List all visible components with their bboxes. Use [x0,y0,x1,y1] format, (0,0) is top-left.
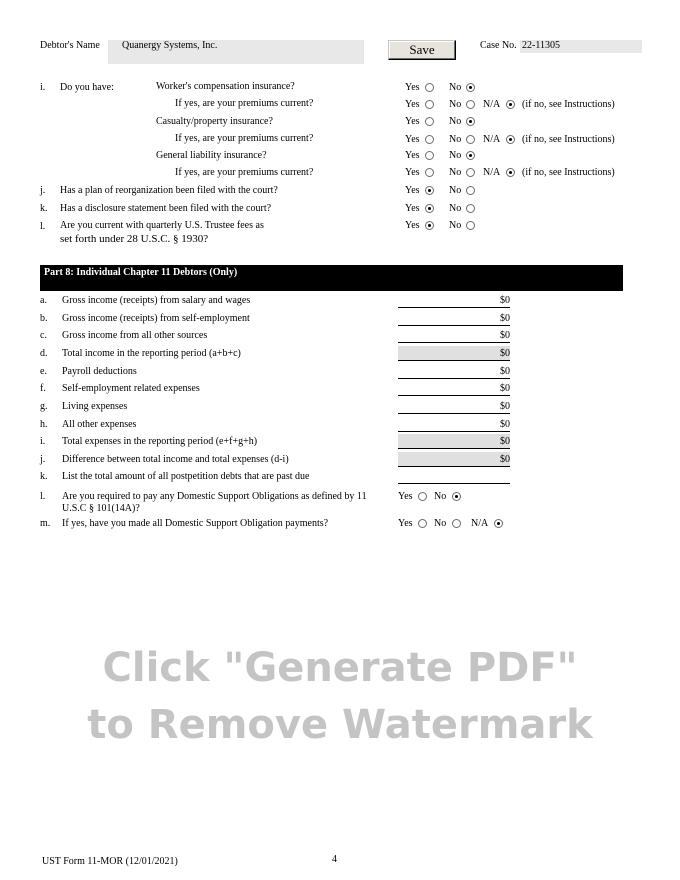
workers-premiums-yes-radio[interactable] [425,100,434,109]
question-l-label-line2: set forth under 28 U.S.C. § 1930? [60,233,209,245]
workers-premiums-na-radio[interactable] [506,100,515,109]
debtor-name-value: Quanergy Systems, Inc. [122,40,218,51]
plan-filed-yes-radio[interactable] [425,186,434,195]
general-liability-label: General liability insurance? [156,150,267,161]
part8-row-label: List the total amount of all postpetition debts that are past due [62,471,310,482]
workers-premiums-no-radio[interactable] [466,100,475,109]
part8-row-letter: a. [40,295,47,306]
part8-row-amount-field[interactable]: $0 [398,452,510,467]
casualty-no-radio[interactable] [466,117,475,126]
part8-row-label: Total income in the reporting period (a+b+c) [62,348,241,359]
part8-row-amount-field[interactable] [398,469,510,484]
part8-header [40,265,623,291]
part8-row-amount-field[interactable]: $0 [398,399,510,414]
casualty-yes-radio[interactable] [425,117,434,126]
question-j-letter: j. [40,185,46,196]
yes-label: Yes [398,491,413,502]
part8-row-amount-field[interactable]: $0 [398,293,510,308]
case-number-field[interactable] [520,40,642,53]
general-liability-yes-radio[interactable] [425,151,434,160]
case-number-value: 22-11305 [522,40,560,51]
general-premiums-na-radio[interactable] [506,168,515,177]
part8-row-amount-field[interactable]: $0 [398,364,510,379]
part8-row-amount-field[interactable]: $0 [398,381,510,396]
part8-row-label: Gross income from all other sources [62,330,208,341]
yes-label: Yes [405,203,420,214]
dso-required-yes-radio[interactable] [418,492,427,501]
na-label: N/A [471,518,489,529]
workers-comp-label: Worker's compensation insurance? [156,81,295,92]
no-label: No [449,134,462,145]
save-button[interactable]: Save [388,40,456,60]
dso-required-no-radio[interactable] [452,492,461,501]
yes-label: Yes [398,518,413,529]
no-label: No [449,220,462,231]
part8-title: Part 8: Individual Chapter 11 Debtors (Only) [44,267,238,278]
if-no-note: (if no, see Instructions) [522,167,615,178]
yes-label: Yes [405,150,420,161]
question-8l-label-line1: Are you required to pay any Domestic Support Obligations as defined by 11 [62,491,367,502]
part8-row-letter: g. [40,401,48,412]
workers-comp-yes-radio[interactable] [425,83,434,92]
part8-row-letter: b. [40,313,48,324]
yes-label: Yes [405,185,420,196]
general-premiums-yes-radio[interactable] [425,168,434,177]
dso-payments-yes-radio[interactable] [418,519,427,528]
question-k-letter: k. [40,203,48,214]
yes-label: Yes [405,220,420,231]
watermark-line2: to Remove Watermark [87,702,593,748]
watermark-line1: Click "Generate PDF" [102,645,578,691]
part8-row-letter: e. [40,366,47,377]
dso-payments-no-radio[interactable] [452,519,461,528]
part8-row-letter: d. [40,348,48,359]
trustee-fees-yes-radio[interactable] [425,221,434,230]
question-8l-letter: l. [40,491,46,502]
if-no-note: (if no, see Instructions) [522,99,615,110]
na-label: N/A [483,134,501,145]
part8-row-amount-field[interactable]: $0 [398,328,510,343]
part8-row-letter: j. [40,454,46,465]
yes-label: Yes [405,167,420,178]
workers-comp-no-radio[interactable] [466,83,475,92]
yes-label: Yes [405,134,420,145]
yes-label: Yes [405,82,420,93]
no-label: No [449,99,462,110]
part8-row-label: Total expenses in the reporting period (e+f+g+h) [62,436,258,447]
part8-row-letter: h. [40,419,48,430]
part8-row-label: Gross income (receipts) from self-employment [62,313,250,324]
trustee-fees-no-radio[interactable] [466,221,475,230]
part8-row-letter: k. [40,471,48,482]
part8-row-label: Difference between total income and total expenses (d-i) [62,454,289,465]
if-no-note: (if no, see Instructions) [522,134,615,145]
part8-row-amount-field[interactable]: $0 [398,417,510,432]
part8-row-label: All other expenses [62,419,137,430]
no-label: No [449,185,462,196]
case-number-label: Case No. [480,40,517,51]
disclosure-filed-no-radio[interactable] [466,204,475,213]
part8-row-letter: f. [40,383,46,394]
page-number: 4 [332,854,337,865]
casualty-label: Casualty/property insurance? [156,116,273,127]
no-label: No [449,150,462,161]
question-8m-letter: m. [40,518,51,529]
part8-row-label: Gross income (receipts) from salary and wages [62,295,251,306]
part8-row-amount-field[interactable]: $0 [398,346,510,361]
question-8m-label: If yes, have you made all Domestic Support Obligation payments? [62,518,329,529]
dso-payments-na-radio[interactable] [494,519,503,528]
question-l-letter: l. [40,221,46,232]
yes-label: Yes [405,116,420,127]
debtor-name-label: Debtor's Name [40,40,100,51]
casualty-premiums-yes-radio[interactable] [425,135,434,144]
no-label: No [434,518,447,529]
no-label: No [449,167,462,178]
debtor-name-field[interactable] [108,40,364,64]
disclosure-filed-yes-radio[interactable] [425,204,434,213]
no-label: No [434,491,447,502]
plan-filed-no-radio[interactable] [466,186,475,195]
no-label: No [449,203,462,214]
question-8l-label-line2: U.S.C § 101(14A)? [62,503,140,514]
casualty-premiums-label: If yes, are your premiums current? [175,133,314,144]
part8-row-label: Living expenses [62,401,128,412]
question-i-label: Do you have: [60,82,114,93]
form-footer-label: UST Form 11-MOR (12/01/2021) [42,856,178,867]
casualty-premiums-no-radio[interactable] [466,135,475,144]
question-j-label: Has a plan of reorganization been filed with the court? [60,185,278,196]
no-label: No [449,82,462,93]
na-label: N/A [483,167,501,178]
no-label: No [449,116,462,127]
part8-row-amount-field[interactable]: $0 [398,434,510,449]
part8-row-letter: i. [40,436,46,447]
general-premiums-no-radio[interactable] [466,168,475,177]
casualty-premiums-na-radio[interactable] [506,135,515,144]
workers-premiums-label: If yes, are your premiums current? [175,98,314,109]
question-i-letter: i. [40,82,46,93]
question-k-label: Has a disclosure statement been filed with the court? [60,203,272,214]
part8-row-amount-field[interactable]: $0 [398,311,510,326]
yes-label: Yes [405,99,420,110]
question-l-label-line1: Are you current with quarterly U.S. Trustee fees as [60,220,264,231]
general-premiums-label: If yes, are your premiums current? [175,167,314,178]
na-label: N/A [483,99,501,110]
part8-row-label: Self-employment related expenses [62,383,200,394]
part8-row-letter: c. [40,330,47,341]
part8-row-label: Payroll deductions [62,366,137,377]
general-liability-no-radio[interactable] [466,151,475,160]
